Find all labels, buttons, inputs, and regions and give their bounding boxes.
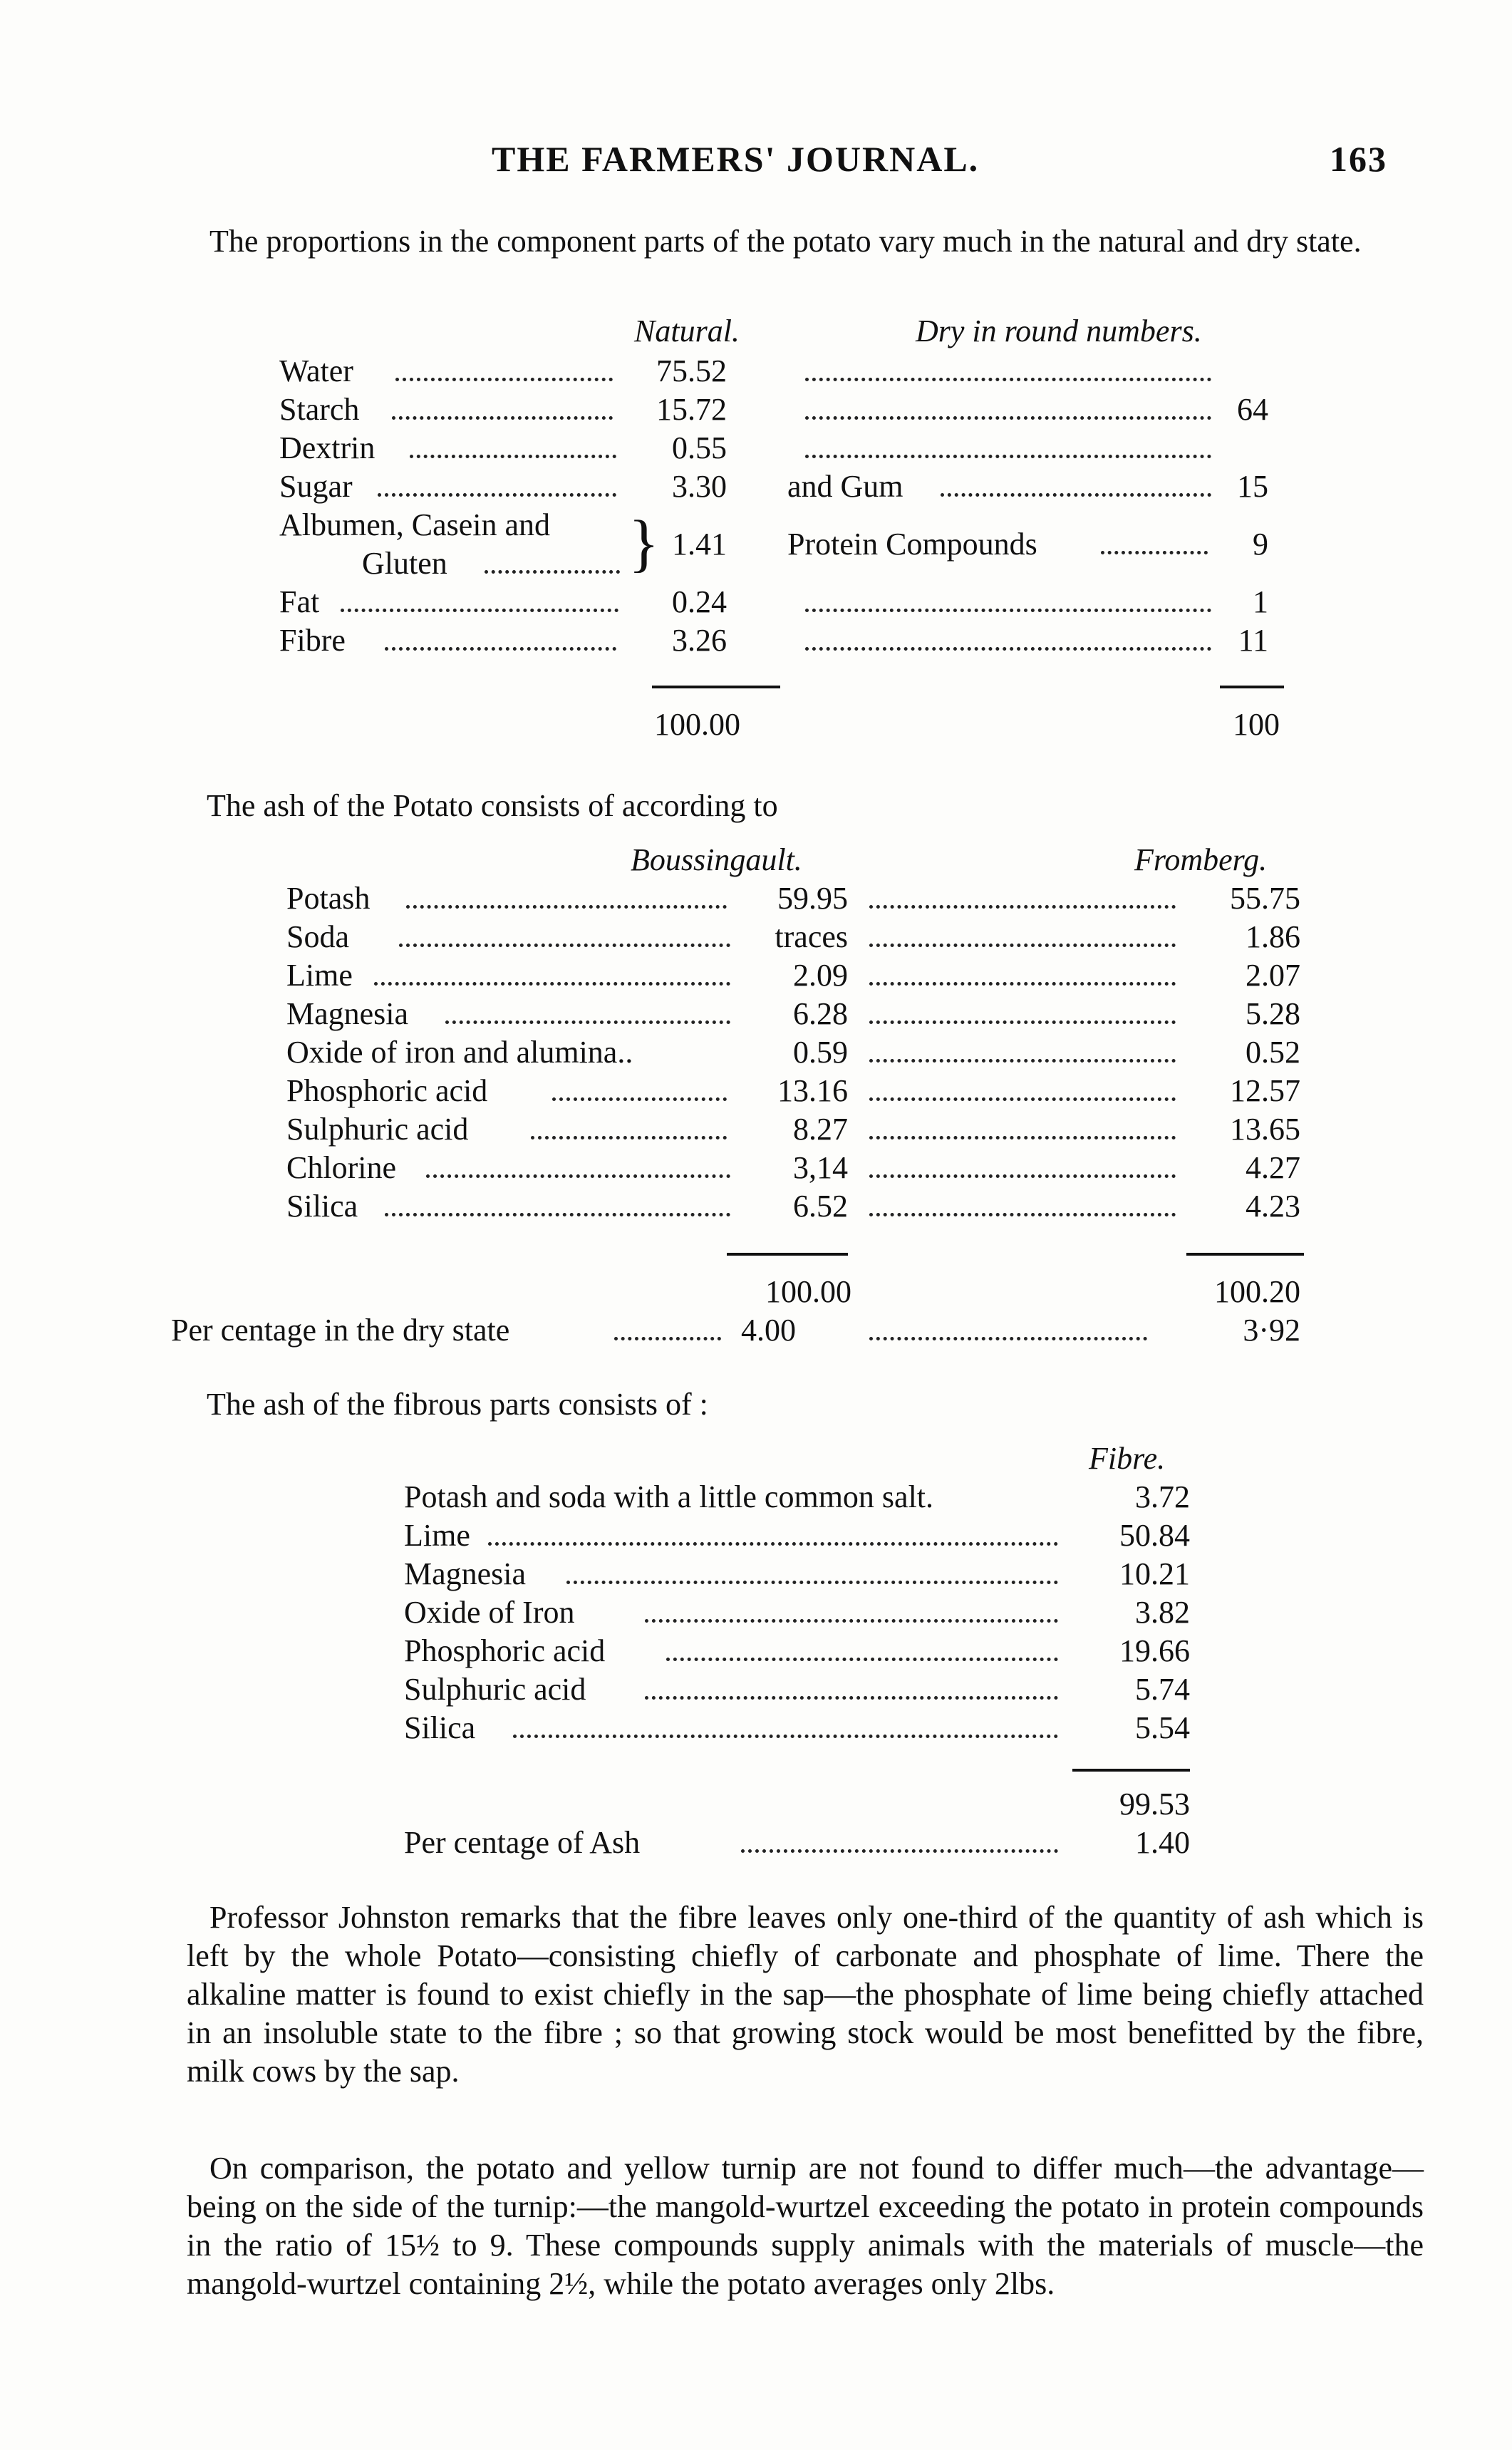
row-label-albumen: Albumen, Casein and <box>279 507 551 542</box>
ash-row-label: Sulphuric acid <box>286 1112 469 1147</box>
total-rule <box>1072 1769 1190 1772</box>
row-dry-albumen: 9 <box>1253 527 1268 562</box>
leader-dots <box>645 1619 1058 1623</box>
leader-dots <box>805 416 1211 420</box>
row-dry-label-sugar: and Gum <box>787 469 903 504</box>
total-rule <box>1186 1253 1304 1256</box>
col-fromberg-heading: Fromberg. <box>1134 842 1268 877</box>
brace-mark: } <box>628 508 660 579</box>
leader-dots <box>869 1213 1176 1216</box>
leader-dots <box>666 1658 1058 1661</box>
ash-row-a: 13.16 <box>777 1073 848 1108</box>
ash-row-a: 6.28 <box>793 996 848 1031</box>
ash-row-b: 13.65 <box>1230 1112 1300 1147</box>
comparison-paragraph <box>187 2149 1424 2303</box>
leader-dots <box>385 647 616 651</box>
ash-row-a: 59.95 <box>777 881 848 916</box>
intro-paragraph <box>187 222 1412 261</box>
ash-row-b: 1.86 <box>1246 919 1300 954</box>
leader-dots <box>378 493 616 497</box>
total-rule <box>652 686 780 688</box>
ash-row-a: traces <box>775 919 848 954</box>
ash-row-a: 6.52 <box>793 1189 848 1224</box>
row-natural-starch: 15.72 <box>656 392 727 427</box>
ash-percentage-label: Per centage of Ash <box>404 1825 641 1860</box>
leader-dots <box>869 1174 1176 1178</box>
johnston-paragraph <box>187 1898 1424 2091</box>
fibre-row-label: Magnesia <box>404 1556 527 1591</box>
fibre-row-label: Potash and soda with a little common salt. <box>404 1479 934 1514</box>
leader-dots <box>941 493 1211 497</box>
row-natural-fibre: 3.26 <box>672 623 727 658</box>
row-natural-sugar: 3.30 <box>672 469 727 504</box>
ash-intro: The ash of the Potato consists of according to <box>207 788 778 823</box>
ash-row-a: 2.09 <box>793 958 848 993</box>
leader-dots <box>399 944 730 947</box>
leader-dots <box>869 1097 1176 1101</box>
row-natural-water: 75.52 <box>656 353 727 388</box>
fibre-row-value: 5.74 <box>1135 1672 1190 1707</box>
col-fibre-heading: Fibre. <box>1089 1441 1166 1476</box>
row-dry-label-albumen: Protein Compounds <box>787 527 1037 562</box>
intro-text: The proportions in the component parts of the potato vary much in the natural and dry state. <box>209 224 1362 259</box>
leader-dots <box>566 1581 1058 1584</box>
fibre-row-label: Silica <box>404 1710 476 1745</box>
fibre-row-label: Lime <box>404 1518 470 1553</box>
ash-row-a: 0.59 <box>793 1035 848 1070</box>
fibre-row-label: Sulphuric acid <box>404 1672 586 1707</box>
leader-dots <box>374 982 730 986</box>
leader-dots <box>869 982 1176 986</box>
fibre-row-label: Phosphoric acid <box>404 1633 606 1668</box>
leader-dots <box>805 609 1211 612</box>
ash-row-a: 3,14 <box>793 1150 848 1185</box>
leader-dots <box>395 378 613 381</box>
ash-total-b: 100.20 <box>1214 1274 1300 1309</box>
leader-dots <box>485 570 620 574</box>
leader-dots <box>805 455 1211 458</box>
ash-row-label: Lime <box>286 958 353 993</box>
leader-dots <box>805 647 1211 651</box>
row-label-sugar: Sugar <box>279 469 353 504</box>
ash-row-a: 8.27 <box>793 1112 848 1147</box>
ash-row-label: Silica <box>286 1189 358 1224</box>
johnston-text: Professor Johnston remarks that the fibre leaves only one-third of the quantity of ash which is left by the whole Potato—consisting chiefly of carbonate and phosphate of lime. There the alkaline matter is found to exist chiefly in the sap—the phosphate of lime being chiefly attached in an insoluble state to the fibre ; so that growing stock would be most benefitted by the fibre, milk cows by the sap. <box>187 1900 1424 2089</box>
dry-state-label: Per centage in the dry state <box>171 1313 510 1348</box>
total-rule <box>727 1253 848 1256</box>
col-natural-heading: Natural. <box>634 314 740 348</box>
row-label-fibre: Fibre <box>279 623 346 658</box>
leader-dots <box>1101 551 1208 554</box>
ash-row-label: Phosphoric acid <box>286 1073 488 1108</box>
ash-row-label: Chlorine <box>286 1150 396 1185</box>
row-natural-dextrin: 0.55 <box>672 430 727 465</box>
row-label-water: Water <box>279 353 353 388</box>
row-dry-starch: 64 <box>1237 392 1268 427</box>
fibre-row-value: 3.82 <box>1135 1595 1190 1630</box>
total-natural: 100.00 <box>654 707 740 742</box>
leader-dots <box>869 1136 1176 1139</box>
fibre-row-value: 10.21 <box>1119 1556 1190 1591</box>
leader-dots <box>392 416 613 420</box>
leader-dots <box>513 1735 1058 1738</box>
row-dry-sugar: 15 <box>1237 469 1268 504</box>
row-natural-albumen: 1.41 <box>672 527 727 562</box>
ash-row-b: 4.23 <box>1246 1189 1300 1224</box>
ash-row-label: Magnesia <box>286 996 409 1031</box>
leader-dots <box>614 1337 721 1340</box>
ash-percentage-value: 1.40 <box>1135 1825 1190 1860</box>
leader-dots <box>488 1542 1058 1546</box>
leader-dots <box>741 1849 1058 1853</box>
ash-row-b: 4.27 <box>1246 1150 1300 1185</box>
ash-row-b: 0.52 <box>1246 1035 1300 1070</box>
total-dry: 100 <box>1233 707 1280 742</box>
leader-dots <box>385 1213 730 1216</box>
leader-dots <box>552 1097 727 1101</box>
fibre-row-value: 3.72 <box>1135 1479 1190 1514</box>
row-label-fat: Fat <box>279 584 320 619</box>
ash-row-label: Potash <box>286 881 371 916</box>
running-title: THE FARMERS' JOURNAL. <box>492 139 980 179</box>
col-dry-heading: Dry in round numbers. <box>916 314 1202 348</box>
row-dry-fat: 1 <box>1253 584 1268 619</box>
leader-dots <box>426 1174 730 1178</box>
row-natural-fat: 0.24 <box>672 584 727 619</box>
ash-row-b: 12.57 <box>1230 1073 1300 1108</box>
leader-dots <box>445 1020 730 1024</box>
row-label-gluten: Gluten <box>362 546 447 581</box>
ash-row-b: 55.75 <box>1230 881 1300 916</box>
leader-dots <box>869 1337 1147 1340</box>
leader-dots <box>869 1059 1176 1063</box>
total-rule <box>1220 686 1284 688</box>
comparison-text: On comparison, the potato and yellow turnip are not found to differ much—the advantage—being on the side of the turnip:—the mangold-wurtzel exceeding the potato in protein compounds in the ratio of 15½ to 9. These compounds supply animals with the materials of muscle—the mangold-wurtzel containing 2½, while the potato averages only 2lbs. <box>187 2151 1424 2301</box>
row-label-starch: Starch <box>279 392 360 427</box>
leader-dots <box>341 609 618 612</box>
ash-row-b: 5.28 <box>1246 996 1300 1031</box>
ash-row-label: Soda <box>286 919 349 954</box>
leader-dots <box>531 1136 727 1139</box>
leader-dots <box>406 905 727 909</box>
ash-row-label: Oxide of iron and alumina.. <box>286 1035 633 1070</box>
fibre-total: 99.53 <box>1119 1787 1190 1821</box>
fibre-intro: The ash of the fibrous parts consists of : <box>207 1387 708 1422</box>
leader-dots <box>869 944 1176 947</box>
fibre-row-value: 19.66 <box>1119 1633 1190 1668</box>
leader-dots <box>869 1020 1176 1024</box>
leader-dots <box>869 905 1176 909</box>
row-dry-fibre: 11 <box>1238 623 1268 658</box>
fibre-row-value: 5.54 <box>1135 1710 1190 1745</box>
col-boussingault-heading: Boussingault. <box>631 842 802 877</box>
row-label-dextrin: Dextrin <box>279 430 376 465</box>
page-number: 163 <box>1330 139 1387 179</box>
dry-state-a: 4.00 <box>741 1313 796 1348</box>
fibre-row-label: Oxide of Iron <box>404 1595 575 1630</box>
ash-row-b: 2.07 <box>1246 958 1300 993</box>
leader-dots <box>645 1696 1058 1700</box>
ash-total-a: 100.00 <box>765 1274 851 1309</box>
leader-dots <box>410 455 616 458</box>
dry-state-b: 3·92 <box>1243 1313 1300 1348</box>
fibre-row-value: 50.84 <box>1119 1518 1190 1553</box>
leader-dots <box>805 378 1211 381</box>
